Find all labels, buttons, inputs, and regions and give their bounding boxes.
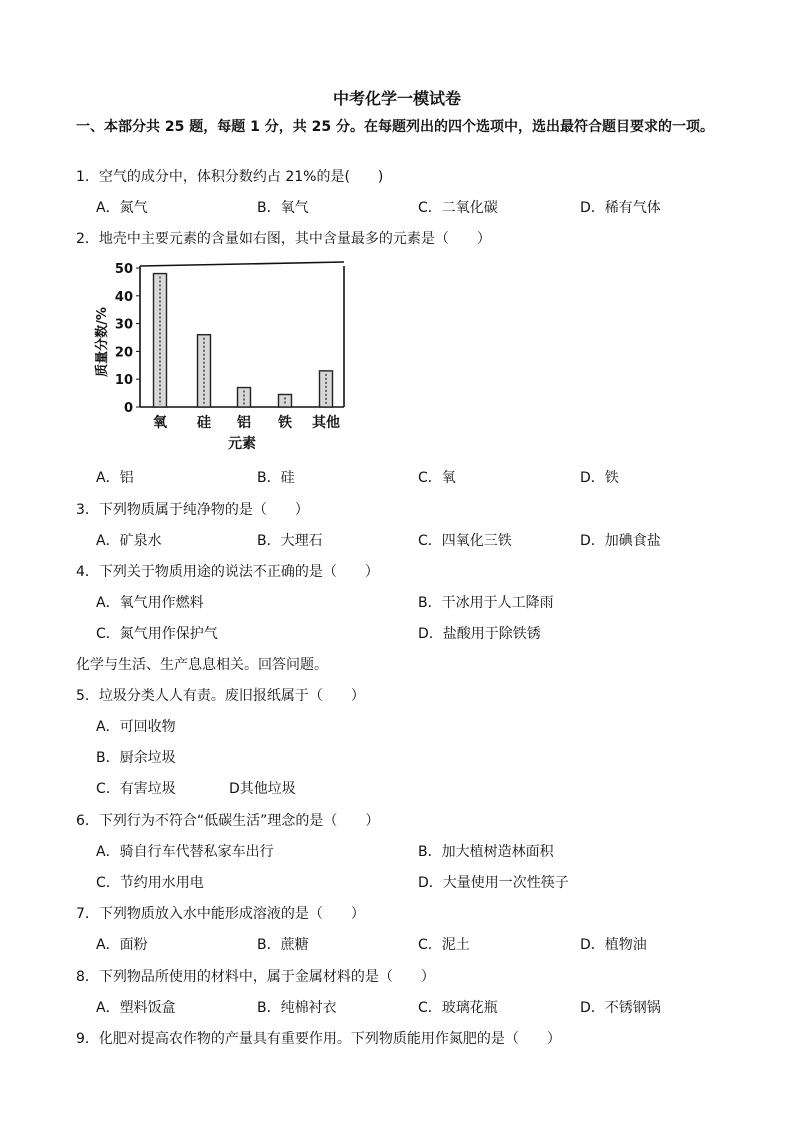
q3-option-a[interactable]: A．矿泉水 [96, 533, 162, 549]
y-tick-label: 40 [114, 289, 133, 305]
x-axis-label: 元素 [228, 436, 256, 452]
q6-option-a[interactable]: A．骑自行车代替私家车出行 [96, 844, 274, 860]
q7-option-d[interactable]: D．植物油 [580, 937, 647, 953]
q1-option-c[interactable]: C．二氧化碳 [418, 200, 498, 216]
q3-option-c[interactable]: C．四氧化三铁 [418, 533, 512, 549]
question-3: 3．下列物质属于纯净物的是（ ） [76, 502, 309, 518]
question-6: 6．下列行为不符合“低碳生活”理念的是（ ） [76, 813, 380, 829]
q7-option-c[interactable]: C．泥土 [418, 937, 470, 953]
q4-option-b[interactable]: B．干冰用于人工降雨 [418, 595, 554, 611]
y-tick-label: 50 [114, 262, 133, 277]
section-instructions: 一、本部分共 25 题，每题 1 分，共 25 分。在每题列出的四个选项中，选出最符合题目要求的一项。 [76, 119, 714, 135]
q3-option-d[interactable]: D．加碘食盐 [580, 533, 661, 549]
y-tick-label: 20 [114, 345, 133, 361]
q3-option-b[interactable]: B．大理石 [257, 533, 323, 549]
q7-option-b[interactable]: B．蔗糖 [257, 937, 309, 953]
bar [279, 394, 292, 407]
question-7: 7．下列物质放入水中能形成溶液的是（ ） [76, 906, 365, 922]
q5-option-a[interactable]: A．可回收物 [96, 719, 176, 735]
q5-option-b[interactable]: B．厨余垃圾 [96, 750, 176, 766]
x-tick-label: 铁 [278, 415, 292, 431]
element-content-chart [90, 254, 360, 454]
question-9: 9．化肥对提高农作物的产量具有重要作用。下列物质能用作氮肥的是（ ） [76, 1031, 561, 1047]
question-2: 2．地壳中主要元素的含量如右图，其中含量最多的元素是（ ） [76, 231, 491, 247]
q1-option-d[interactable]: D．稀有气体 [580, 200, 661, 216]
q4-option-d[interactable]: D．盐酸用于除铁锈 [418, 626, 541, 642]
q4-option-a[interactable]: A．氧气用作燃料 [96, 595, 204, 611]
bar [320, 371, 333, 407]
q6-option-c[interactable]: C．节约用水用电 [96, 875, 204, 891]
q8-option-c[interactable]: C．玻璃花瓶 [418, 1000, 498, 1016]
y-tick-label: 10 [114, 373, 133, 389]
x-tick-label: 其他 [312, 415, 340, 431]
q1-option-b[interactable]: B．氧气 [257, 200, 309, 216]
q2-option-a[interactable]: A．铝 [96, 470, 134, 486]
q6-option-d[interactable]: D．大量使用一次性筷子 [418, 875, 569, 891]
question-4: 4．下列关于物质用途的说法不正确的是（ ） [76, 564, 379, 580]
y-tick-label: 30 [114, 317, 133, 333]
q8-option-a[interactable]: A．塑料饭盒 [96, 1000, 176, 1016]
q4-option-c[interactable]: C．氮气用作保护气 [96, 626, 218, 642]
y-axis-label: 质量分数/% [95, 307, 110, 377]
q1-option-a[interactable]: A．氮气 [96, 200, 148, 216]
q8-option-d[interactable]: D．不锈钢锅 [580, 1000, 661, 1016]
q2-option-d[interactable]: D．铁 [580, 470, 619, 486]
q7-option-a[interactable]: A．面粉 [96, 937, 148, 953]
question-1: 1．空气的成分中，体积分数约占 21%的是( ) [76, 169, 384, 185]
x-tick-label: 氧 [153, 415, 167, 431]
q2-option-c[interactable]: C．氧 [418, 470, 456, 486]
x-tick-label: 铝 [237, 415, 251, 431]
q6-option-b[interactable]: B．加大植树造林面积 [418, 844, 554, 860]
q5-option-d[interactable]: D其他垃圾 [229, 781, 296, 797]
question-5: 5．垃圾分类人人有责。废旧报纸属于（ ） [76, 688, 365, 704]
x-tick-label: 硅 [197, 415, 211, 431]
q2-option-b[interactable]: B．硅 [257, 470, 295, 486]
y-tick-label: 0 [123, 401, 133, 416]
q8-option-b[interactable]: B．纯棉衬衣 [257, 1000, 337, 1016]
q5-option-c[interactable]: C．有害垃圾 [96, 781, 176, 797]
question-8: 8．下列物品所使用的材料中，属于金属材料的是（ ） [76, 969, 435, 985]
context-note: 化学与生活、生产息息相关。回答问题。 [76, 657, 328, 673]
frame-top-line [140, 262, 344, 266]
page-title: 中考化学一模试卷 [332, 89, 461, 108]
